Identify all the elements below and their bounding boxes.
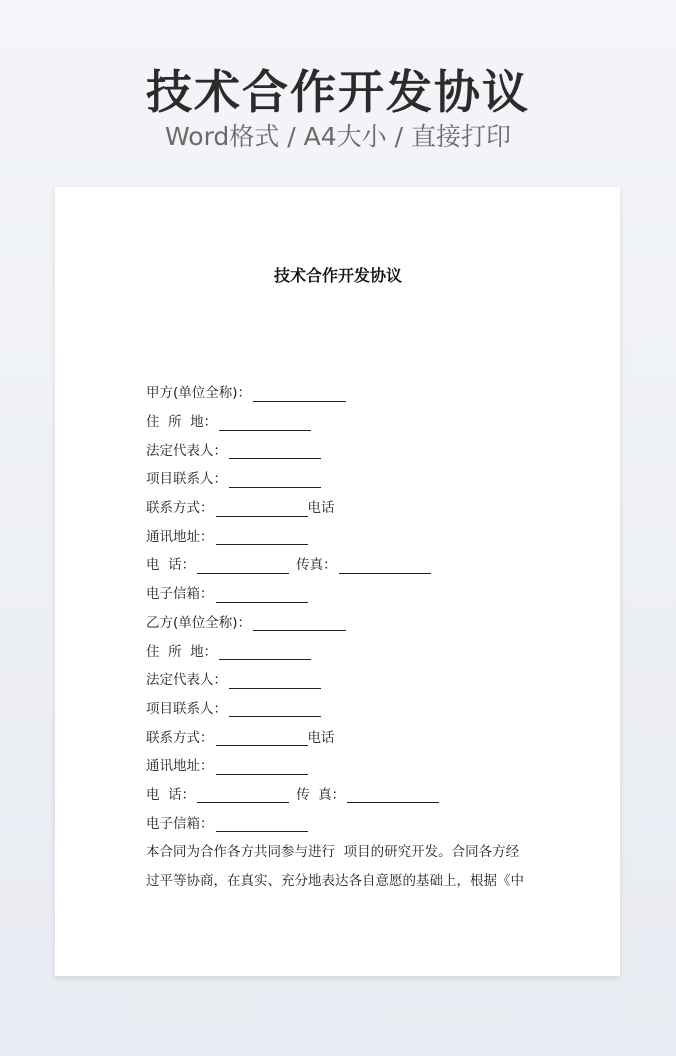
party-a-mailing-address-row xyxy=(146,520,546,549)
party-a-contact-method-row xyxy=(146,492,546,521)
party-b-contact-blank xyxy=(229,702,321,717)
preamble-line-1: 本合同为合作各方共同参与进行 项目的研究开发。合同各方经 xyxy=(146,844,520,860)
party-b-legal-rep-blank xyxy=(229,674,321,689)
party-a-contact-method-blank xyxy=(216,502,308,517)
party-a-legal-rep-blank xyxy=(229,444,321,459)
party-a-contact-method-suffix: 电话 xyxy=(307,500,335,517)
party-a-name-row xyxy=(146,377,546,406)
party-b-mailing-address-blank xyxy=(216,760,308,775)
party-a-legal-rep-label: 法定代表人： xyxy=(146,442,227,459)
party-a-legal-rep-row xyxy=(146,434,546,463)
party-b-contact-label: 项目联系人： xyxy=(146,700,227,717)
party-b-fax-blank xyxy=(347,788,439,803)
party-b-mailing-address-label: 通讯地址： xyxy=(146,758,214,775)
party-b-phone-blank xyxy=(197,788,289,803)
party-b-name-label: 乙方(单位全称)： xyxy=(146,614,252,631)
party-b-name-row xyxy=(146,607,546,636)
party-a-mailing-address-blank xyxy=(216,530,308,545)
party-b-legal-rep-label: 法定代表人： xyxy=(146,672,227,689)
party-a-phone-blank xyxy=(197,559,289,574)
agreement-preamble xyxy=(146,838,536,896)
party-b-contact-method-suffix: 电话 xyxy=(307,729,335,746)
party-b-email-row xyxy=(146,807,546,836)
party-b-contact-method-row xyxy=(146,721,546,750)
party-b-contact-row xyxy=(146,693,546,722)
party-a-email-row xyxy=(146,578,546,607)
party-fields xyxy=(146,377,546,836)
party-b-mailing-address-row xyxy=(146,750,546,779)
party-b-email-blank xyxy=(216,817,308,832)
party-b-phone-label: 电 话： xyxy=(146,786,196,803)
party-a-email-blank xyxy=(216,588,308,603)
party-a-address-label: 住 所 地： xyxy=(146,414,218,431)
party-a-address-blank xyxy=(219,416,311,431)
preamble-line-2: 过平等协商，在真实、充分地表达各自意愿的基础上，根据《中 xyxy=(146,873,524,889)
party-a-contact-method-label: 联系方式： xyxy=(146,500,214,517)
party-b-legal-rep-row xyxy=(146,664,546,693)
party-a-phone-label: 电 话： xyxy=(146,557,196,574)
party-a-mailing-address-label: 通讯地址： xyxy=(146,528,214,545)
party-b-address-label: 住 所 地： xyxy=(146,643,218,660)
party-a-contact-blank xyxy=(229,473,321,488)
banner-subtitle: Word格式 / A4大小 / 直接打印 xyxy=(165,122,511,151)
party-b-phone-row xyxy=(146,779,546,808)
party-a-contact-label: 项目联系人： xyxy=(146,471,227,488)
party-b-address-row xyxy=(146,635,546,664)
party-b-name-blank xyxy=(253,616,346,631)
party-a-fax-blank xyxy=(339,559,431,574)
party-a-email-label: 电子信箱： xyxy=(146,586,214,603)
party-a-name-label: 甲方(单位全称)： xyxy=(146,385,252,402)
party-a-name-blank xyxy=(253,387,346,402)
party-b-contact-method-blank xyxy=(216,731,308,746)
party-a-contact-row xyxy=(146,463,546,492)
party-b-address-blank xyxy=(219,645,311,660)
party-a-phone-row xyxy=(146,549,546,578)
party-a-address-row xyxy=(146,406,546,435)
document-title: 技术合作开发协议 xyxy=(273,266,402,285)
banner-title: 技术合作开发协议 xyxy=(146,65,530,119)
party-b-fax-label: 传 真： xyxy=(296,786,346,803)
party-b-contact-method-label: 联系方式： xyxy=(146,729,214,746)
party-a-fax-label: 传真： xyxy=(296,557,337,574)
party-b-email-label: 电子信箱： xyxy=(146,815,214,832)
